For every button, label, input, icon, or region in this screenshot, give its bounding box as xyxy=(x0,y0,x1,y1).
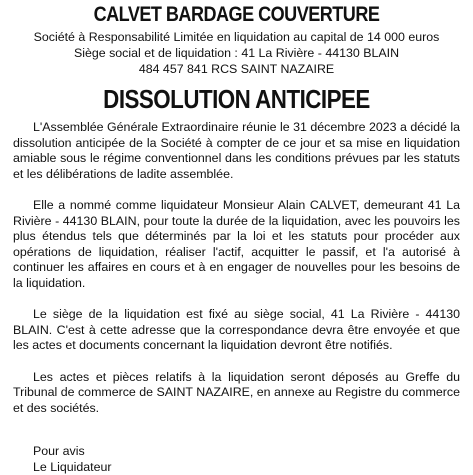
paragraph-dissolution: L'Assemblée Générale Extraordinaire réunie le 31 décembre 2023 a décidé la dissolution anticipée de la Société à compter de ce jour et sa mise en liquidation amiable sous le régime conventionnel dans les conditions prévues par les statuts et les délibérations de ladite assemblée. xyxy=(13,120,460,181)
paragraph-liquidator: Elle a nommé comme liquidateur Monsieur Alain CALVET, demeurant 41 La Rivière - 44130 BLAIN, pour toute la durée de la liquidation, avec les pouvoirs les plus étendus tels que déterminés par la loi et les statuts pour procéder aux opérations de liquidation, réaliser l'actif, acquitter le passif, et l'a autorisé à continuer les affaires en cours et à en engager de nouvelles pour les besoins de la liquidation. xyxy=(13,197,460,290)
paragraph-filing: Les actes et pièces relatifs à la liquidation seront déposés au Greffe du Tribunal de commerce de SAINT NAZAIRE, en annexe au Registre du commerce et des sociétés. xyxy=(13,369,460,415)
company-name: CALVET BARDAGE COUVERTURE xyxy=(93,3,380,26)
company-info xyxy=(13,29,460,77)
signature-line-pour-avis: Pour avis xyxy=(33,444,85,459)
signature-block xyxy=(13,444,460,475)
company-legal-form: Société à Responsabilité Limitée en liquidation au capital de 14 000 euros xyxy=(33,30,440,44)
notice-title: DISSOLUTION ANTICIPEE xyxy=(103,84,370,114)
company-address: Siège social et de liquidation : 41 La Rivière - 44130 BLAIN xyxy=(73,46,400,60)
signature-line-liquidator: Le Liquidateur xyxy=(33,459,112,474)
paragraph-liquidation-seat: Le siège de la liquidation est fixé au siège social, 41 La Rivière - 44130 BLAIN. C'est à cette adresse que la correspondance devra être envoyée et que les actes et documents concernant la liquidation devront être notifiés. xyxy=(13,307,460,353)
notice-body xyxy=(13,120,460,416)
company-registration: 484 457 841 RCS SAINT NAZAIRE xyxy=(138,62,335,76)
